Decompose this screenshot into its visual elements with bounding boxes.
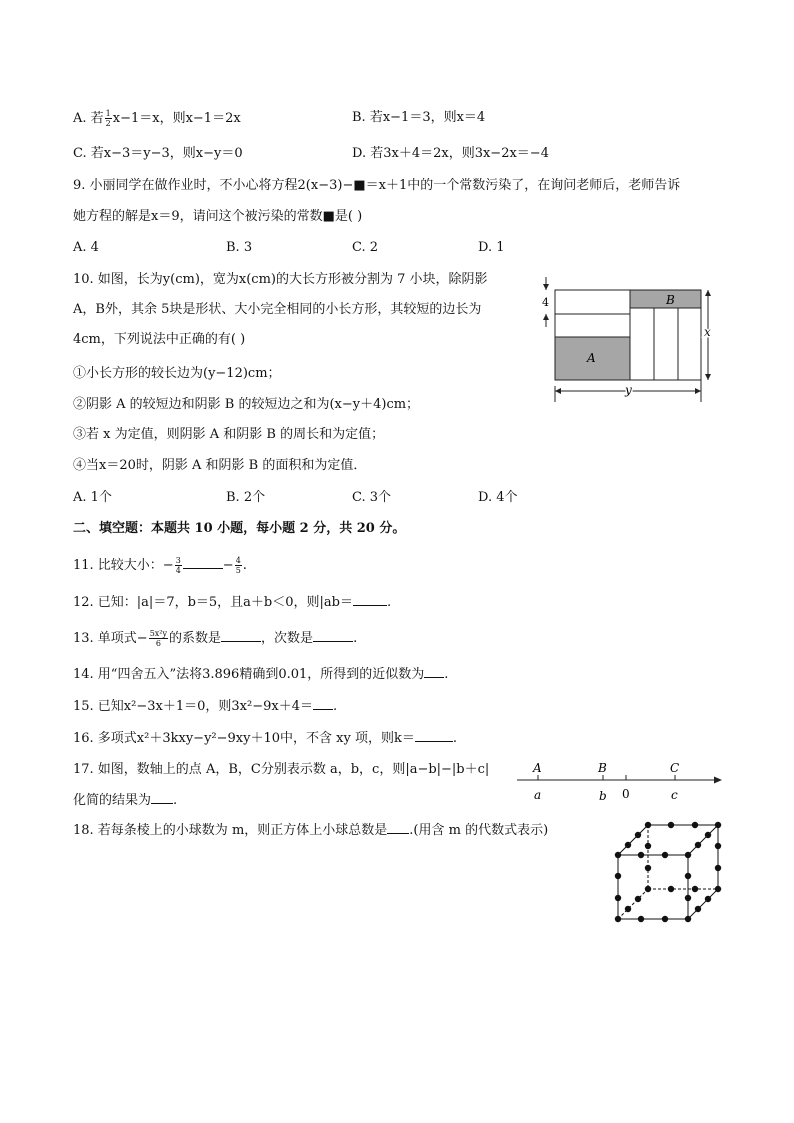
- q9-option-d: D. 1: [478, 240, 505, 255]
- label-y: y: [625, 383, 632, 397]
- q8-option-c: C. 若x−3＝y−3，则x−y＝0: [73, 146, 243, 161]
- q16: 16. 多项式x²＋3kxy−y²−9xy＋10中，不含 xy 项，则k＝ .: [73, 731, 457, 746]
- q10-stem-line1: 10. 如图，长为y(cm)，宽为x(cm)的大长方形被分割为 7 小块，除阴影: [73, 272, 488, 287]
- q9-option-a: A. 4: [73, 240, 99, 255]
- label-x: x: [704, 325, 711, 339]
- q10-statement-2: ②阴影 A 的较短边和阴影 B 的较短边之和为(x−y＋4)cm；: [73, 397, 420, 412]
- point-label-b: B: [598, 761, 607, 775]
- q12: 12. 已知：|a|＝7，b＝5，且a＋b＜0，则|ab＝ .: [73, 595, 392, 610]
- q10-statement-3: ③若 x 为定值，则阴影 A 和阴影 B 的周长和为定值；: [73, 427, 385, 442]
- q10-option-b: B. 2个: [226, 490, 266, 505]
- value-label-b: b: [599, 789, 607, 803]
- section-title-fill-in: 二、填空题：本题共 10 小题，每小题 2 分，共 20 分。: [73, 521, 406, 536]
- answer-blank[interactable]: [183, 556, 223, 569]
- q9-stem-line2: 她方程的解是x＝9，请问这个被污染的常数■是( ): [73, 209, 363, 224]
- answer-blank[interactable]: [424, 665, 444, 678]
- arrow-right-icon: [714, 777, 722, 784]
- q10-stem-line3: 4cm，下列说法中正确的有( ): [73, 332, 246, 347]
- label-b: B: [666, 293, 675, 307]
- answer-blank[interactable]: [415, 729, 453, 742]
- label-a: A: [587, 351, 596, 365]
- q10-statement-4: ④当x＝20时，阴影 A 和阴影 B 的面积和为定值．: [73, 458, 367, 473]
- q10-statement-1: ①小长方形的较长边为(y−12)cm；: [73, 366, 281, 381]
- q17-line1: 17. 如图，数轴上的点 A，B，C分别表示数 a，b，c，则|a−b|−|b＋c|: [73, 762, 490, 777]
- q17-number-line: [515, 758, 725, 806]
- q10-rectangle-figure: [530, 274, 730, 406]
- value-label-c: c: [671, 788, 678, 802]
- value-label-zero: 0: [622, 787, 630, 801]
- q9-option-c: C. 2: [352, 240, 379, 255]
- answer-blank[interactable]: [313, 629, 353, 642]
- answer-blank[interactable]: [151, 791, 173, 804]
- q10-option-a: A. 1个: [73, 490, 112, 505]
- value-label-a: a: [534, 788, 542, 802]
- q17-line2: 化简的结果为 .: [73, 793, 178, 808]
- point-label-c: C: [670, 761, 680, 775]
- label-4: 4: [542, 296, 549, 309]
- q8-option-a: A. 若 $\frac{1}{2}$ x−1＝x，则x−1＝2x: [73, 109, 241, 128]
- q13: 13. 单项式− $\frac{\text{5x²y}}{6}$ 的系数是 ，次数是 .: [73, 629, 358, 648]
- q14: 14. 用“四舍五入”法将3.896精确到0.01，所得到的近似数为 .: [73, 667, 449, 682]
- q8-option-b: B. 若x−1＝3，则x＝4: [352, 110, 486, 125]
- q9-stem-line1: 9. 小丽同学在做作业时，不小心将方程2(x−3)−■＝x＋1中的一个常数污染了，在询问老师后，老师告诉: [73, 178, 681, 193]
- q11: 11. 比较大小：− $\frac{3}{4}$ − $\frac{4}{5}$ .: [73, 556, 247, 575]
- answer-blank[interactable]: [221, 629, 261, 642]
- q10-option-d: D. 4个: [478, 490, 518, 505]
- answer-blank[interactable]: [353, 593, 387, 606]
- q9-option-b: B. 3: [226, 240, 253, 255]
- answer-blank[interactable]: [387, 821, 409, 834]
- fraction: $\frac{1}{2}$: [105, 109, 111, 128]
- q18-cube-figure: [604, 818, 728, 930]
- q18: 18. 若每条棱上的小球数为 m，则正方体上小球总数是 .(用含 m 的代数式表示): [73, 823, 549, 838]
- answer-blank[interactable]: [313, 697, 333, 710]
- point-label-a: A: [533, 761, 542, 775]
- q15: 15. 已知x²−3x＋1＝0，则3x²−9x＋4＝ .: [73, 699, 338, 714]
- q10-stem-line2: A，B外，其余 5块是形状、大小完全相同的小长方形，其较短的边长为: [73, 302, 482, 317]
- q10-option-c: C. 3个: [352, 490, 392, 505]
- q8-option-d: D. 若3x＋4＝2x，则3x−2x＝−4: [352, 146, 549, 161]
